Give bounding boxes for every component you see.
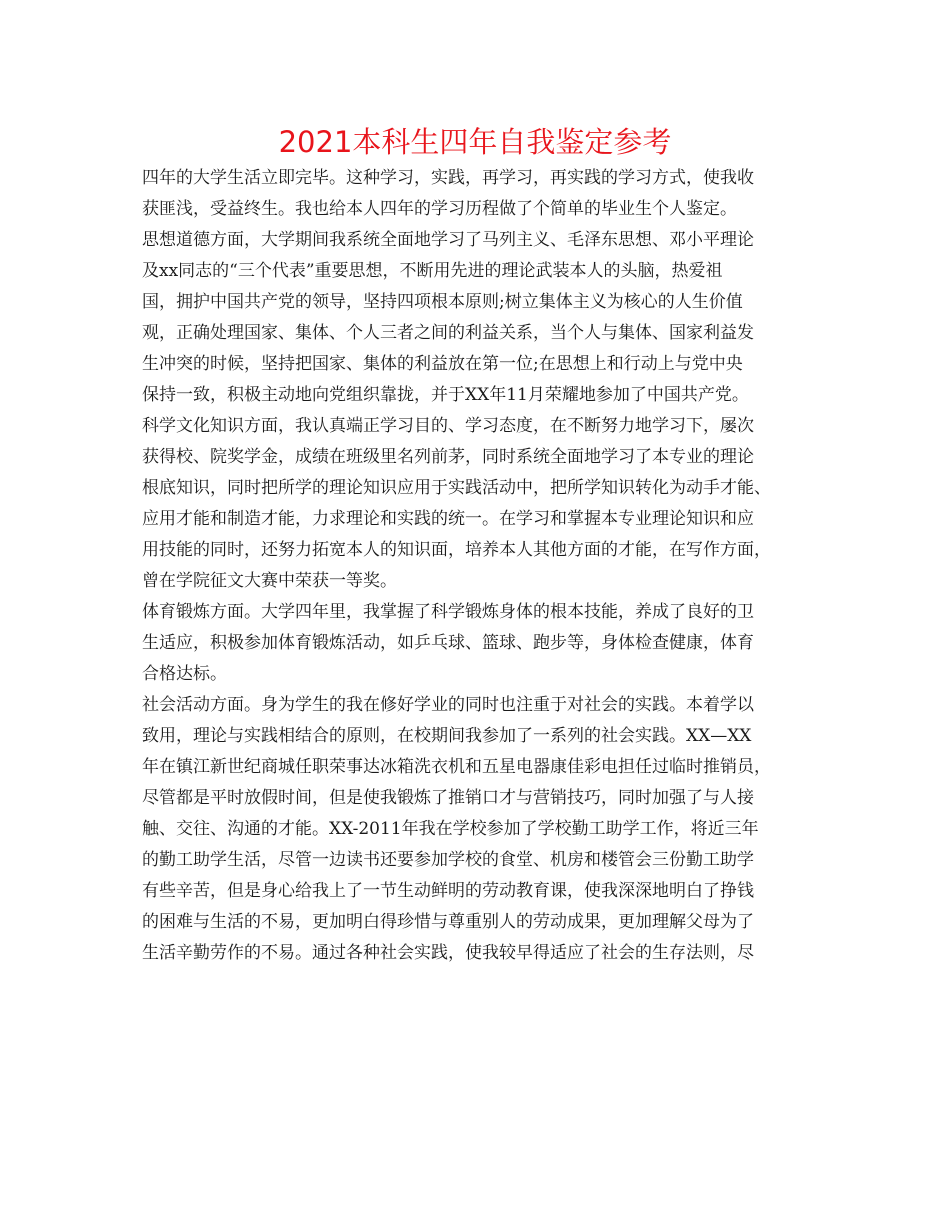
paragraph-line: 根底知识，同时把所学的理论知识应用于实践活动中，把所学知识转化为动手才能、	[142, 478, 771, 498]
body-paragraph	[142, 597, 822, 690]
paragraph-line: 应用才能和制造才能，力求理论和实践的统一。在学习和掌握本专业理论知识和应	[142, 509, 754, 529]
body-paragraph	[142, 225, 822, 411]
document-title: 2021本科生四年自我鉴定参考	[278, 125, 672, 159]
paragraph-line: 年在镇江新世纪商城任职荣事达冰箱洗衣机和五星电器康佳彩电担任过临时推销员，	[142, 757, 771, 777]
paragraph-line: 社会活动方面。身为学生的我在修好学业的同时也注重于对社会的实践。本着学以	[142, 695, 754, 715]
paragraph-line: 获得校、院奖学金，成绩在班级里名列前茅，同时系统全面地学习了本专业的理论	[142, 447, 754, 467]
paragraph-line: 触、交往、沟通的才能。XX-2011年我在学校参加了学校勤工助学工作，将近三年	[142, 819, 759, 839]
body-paragraph	[142, 690, 822, 969]
paragraph-line: 四年的大学生活立即完毕。这种学习，实践，再学习，再实践的学习方式，使我收	[142, 168, 754, 188]
paragraph-line: 的勤工助学生活，尽管一边读书还要参加学校的食堂、机房和楼管会三份勤工助学	[142, 850, 754, 870]
paragraph-line: 获匪浅，受益终生。我也给本人四年的学习历程做了个简单的毕业生个人鉴定。	[142, 199, 737, 219]
paragraph-line: 及xx同志的“三个代表”重要思想，不断用先进的理论武装本人的头脑，热爱祖	[142, 261, 723, 281]
paragraph-line: 致用，理论与实践相结合的原则，在校期间我参加了一系列的社会实践。XX—XX	[142, 726, 752, 746]
paragraph-line: 体育锻炼方面。大学四年里，我掌握了科学锻炼身体的根本技能，养成了良好的卫	[142, 602, 754, 622]
paragraph-line: 生活辛勤劳作的不易。通过各种社会实践，使我较早得适应了社会的生存法则，尽	[142, 943, 754, 963]
body-paragraph	[142, 411, 822, 597]
paragraph-line: 生冲突的时候，坚持把国家、集体的利益放在第一位;在思想上和行动上与党中央	[142, 354, 743, 374]
paragraph-line: 有些辛苦，但是身心给我上了一节生动鲜明的劳动教育课，使我深深地明白了挣钱	[142, 881, 754, 901]
paragraph-line: 国，拥护中国共产党的领导，坚持四项根本原则;树立集体主义为核心的人生价值	[142, 292, 743, 312]
paragraph-line: 用技能的同时，还努力拓宽本人的知识面，培养本人其他方面的才能，在写作方面，	[142, 540, 771, 560]
paragraph-line: 观，正确处理国家、集体、个人三者之间的利益关系，当个人与集体、国家利益发	[142, 323, 754, 343]
paragraph-line: 合格达标。	[142, 664, 227, 684]
body-paragraph	[142, 163, 822, 225]
paragraph-line: 科学文化知识方面，我认真端正学习目的、学习态度，在不断努力地学习下，屡次	[142, 416, 754, 436]
paragraph-line: 思想道德方面，大学期间我系统全面地学习了马列主义、毛泽东思想、邓小平理论	[142, 230, 754, 250]
paragraph-line: 的困难与生活的不易，更加明白得珍惜与尊重别人的劳动成果，更加理解父母为了	[142, 912, 754, 932]
paragraph-line: 保持一致，积极主动地向党组织靠拢，并于XX年11月荣耀地参加了中国共产党。	[142, 385, 749, 405]
paragraph-line: 曾在学院征文大赛中荣获一等奖。	[142, 571, 397, 591]
paragraph-line: 生适应，积极参加体育锻炼活动，如乒乓球、篮球、跑步等，身体检查健康，体育	[142, 633, 754, 653]
paragraph-line: 尽管都是平时放假时间，但是使我锻炼了推销口才与营销技巧，同时加强了与人接	[142, 788, 754, 808]
document-body	[142, 163, 822, 969]
